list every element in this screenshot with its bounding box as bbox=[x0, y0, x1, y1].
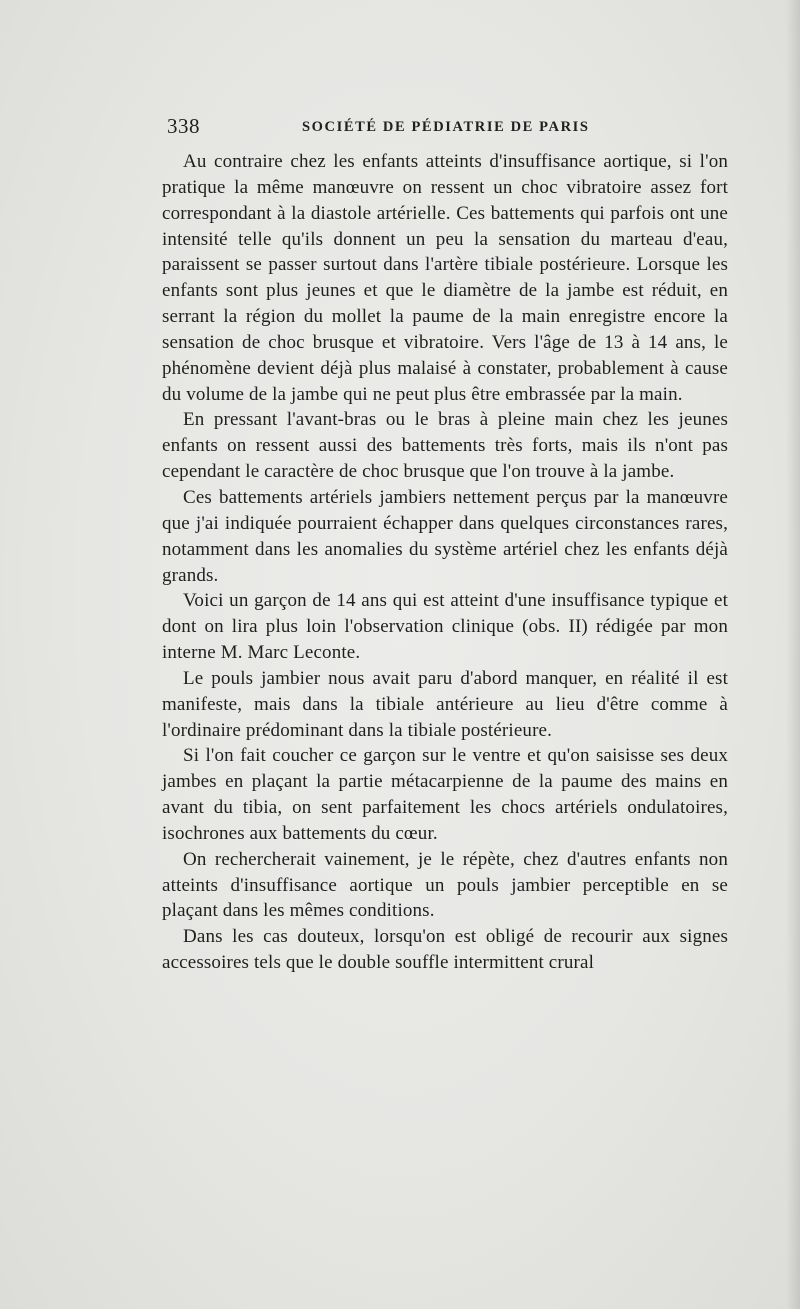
page-edge-shadow bbox=[786, 0, 800, 1309]
paragraph-2: En pressant l'avant-bras ou le bras à pleine main chez les jeunes enfants on ressent aussi des battements très forts, mais ils n'ont pas cependant le caractère de choc brusque que l'on trouve à la jambe. bbox=[162, 409, 728, 483]
paragraph-7: On rechercherait vainement, je le répète, chez d'autres enfants non atteints d'insuffisance aortique un pouls jambier perceptible en se plaçant dans les mêmes conditions. bbox=[162, 848, 728, 922]
paragraph-4: Voici un garçon de 14 ans qui est atteint d'une insuffisance typique et dont on lira plus loin l'observation clinique (obs. II) rédigée par mon interne M. Marc Leconte. bbox=[162, 590, 728, 664]
page-header bbox=[167, 114, 727, 144]
paragraph-3: Ces battements artériels jambiers nettement perçus par la manœuvre que j'ai indiquée pourraient échapper dans quelques circonstances rares, notamment dans les anomalies du système artériel chez les enfants déjà grands. bbox=[162, 486, 728, 586]
running-title: SOCIÉTÉ DE PÉDIATRIE DE PARIS bbox=[302, 119, 590, 135]
paragraph-8: Dans les cas douteux, lorsqu'on est obligé de recourir aux signes accessoires tels que le double souffle intermittent crural bbox=[162, 926, 728, 974]
body-text bbox=[162, 149, 728, 976]
page-number: 338 bbox=[167, 114, 200, 138]
paragraph-6: Si l'on fait coucher ce garçon sur le ventre et qu'on saisisse ses deux jambes en plaçant la partie métacarpienne de la paume des mains en avant du tibia, on sent parfaitement les chocs artériels ondulatoires, isochrones aux battements du cœur. bbox=[162, 745, 728, 844]
paragraph-1: Au contraire chez les enfants atteints d'insuffisance aortique, si l'on pratique la même manœuvre on ressent un choc vibratoire assez fort correspondant à la diastole artérielle. Ces battements qui parfois ont une intensité telle qu'ils donnent un peu la sensation du marteau d'eau, paraissent se passer surtout dans l'artère tibiale postérieure. Lorsque les enfants sont plus jeunes et que le diamètre de la jambe est réduit, en serrant la région du mollet la paume de la main enregistre encore la sensation de choc brusque et vibratoire. Vers l'âge de 13 à 14 ans, le phénomène devient déjà plus malaisé à constater, probablement à cause du volume de la jambe qui ne peut plus être embrassée par la main. bbox=[162, 151, 728, 405]
paragraph-5: Le pouls jambier nous avait paru d'abord manquer, en réalité il est manifeste, mais dans la tibiale antérieure au lieu d'être comme à l'ordinaire prédominant dans la tibiale postérieure. bbox=[162, 667, 728, 741]
